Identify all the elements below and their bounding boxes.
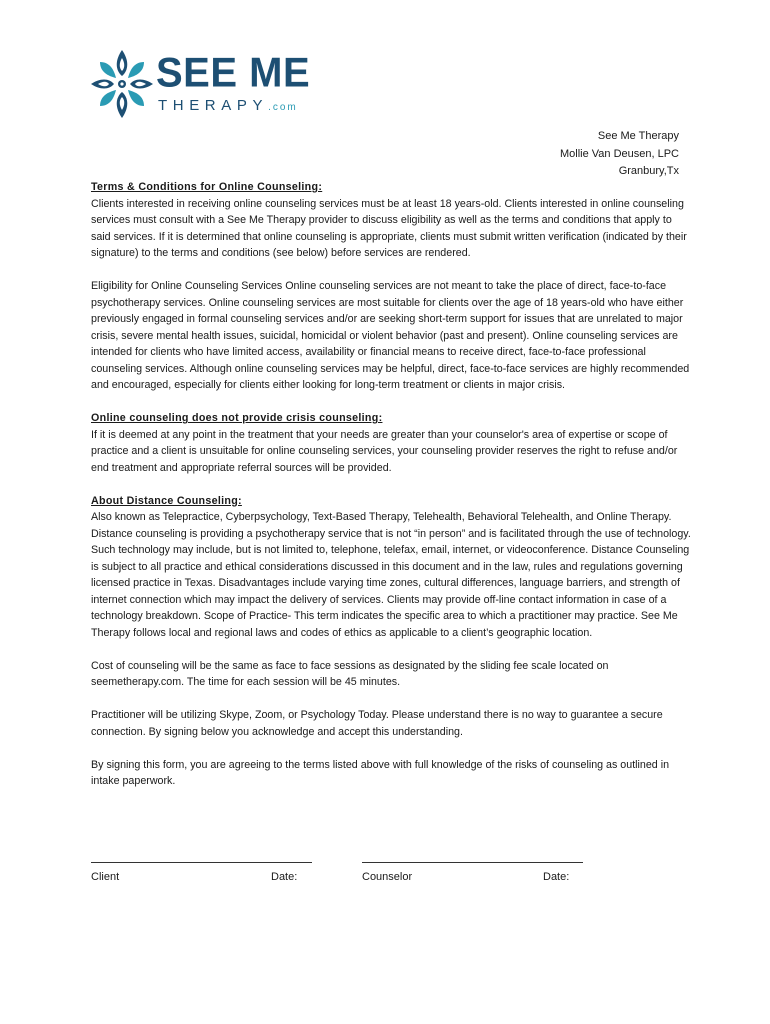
cost-paragraph: Cost of counseling will be the same as face to face sessions as designated by the sliding fee scale located on seemetherapy.com. The time for each session will be 45 minutes.	[91, 659, 609, 688]
client-label: Client	[91, 871, 120, 883]
eligibility-paragraph: Eligibility for Online Counseling Services Online counseling services are not meant to take the place of direct, face-to-face psychotherapy services. Online counseling services are most suitable for clients over the age of 18 years-old who have either previously engaged in formal counseling services and/or are seeking short-term support for issues that are unrelated to major crisis, severe mental health issues, suicidal, homicidal or violent behavior (past and present). Online counseling services are intended for clients who have limited access, availability or financial means to receive direct, face-to-face professional counseling services. Although online counseling services may be helpful, direct, face-to-face services are highly recommended and encouraged, especially for clients either looking for long-term treatment or clients in major crisis.	[91, 280, 690, 391]
client-date-label: Date:	[271, 871, 298, 883]
provider-name: Mollie Van Deusen, LPC	[559, 147, 679, 160]
practice-name: See Me Therapy	[597, 130, 679, 142]
crisis-paragraph: If it is deemed at any point in the treatment that your needs are greater than your counselor's area of expertise or scope of practice and a client is unsuitable for online counseling services, your counseling provider reserves the right to refuse and/or end treatment and appropriate referral sources will be provided.	[91, 428, 678, 474]
practice-location: Granbury,Tx	[618, 165, 679, 177]
spacer	[91, 394, 691, 411]
spacer	[91, 476, 691, 493]
agreement-paragraph: By signing this form, you are agreeing to the terms listed above with full knowledge of the risks of counseling as outlined in intake paperwork.	[91, 758, 670, 787]
document-body	[91, 179, 691, 790]
logo-therapy-text: THERAPY	[158, 97, 269, 114]
crisis-heading: Online counseling does not provide crisis counseling:	[91, 412, 383, 424]
flower-logo-icon	[90, 46, 156, 126]
logo-subtitle	[158, 98, 298, 116]
client-signature-line[interactable]	[91, 848, 312, 863]
terms-paragraph: Clients interested in receiving online counseling services must be at least 18 years-old. Clients interested in online counseling services must consult with a See Me Therapy provider to discuss eligibility as well as the terms and conditions that apply to said services. If it is determined that online counseling is appropriate, clients must submit written verification (indicated by their signature) to the terms and conditions (see below) before services are rendered.	[91, 197, 687, 259]
terms-heading: Terms & Conditions for Online Counseling:	[91, 181, 323, 193]
practitioner-paragraph: Practitioner will be utilizing Skype, Zoom, or Psychology Today. Please understand there is no way to guarantee a secure connection. By signing below you acknowledge and accept this understanding.	[91, 709, 663, 738]
logo-domain: .com	[268, 102, 298, 113]
distance-heading: About Distance Counseling:	[91, 494, 242, 507]
counselor-label: Counselor	[362, 871, 413, 883]
spacer	[91, 740, 691, 757]
distance-paragraph: Also known as Telepractice, Cyberpsychology, Text-Based Therapy, Telehealth, Behavioral Telehealth, and Online Therapy. Distance counseling is providing a psychotherapy service that is not “in person” and is facilitated through the use of technology. Such technology may include, but is not limited to, telephone, telefax, email, internet, or videoconference. Distance Counseling is subject to all practice and ethical considerations discussed in this document and in the law, rules and regulations governing licensed practice in Texas. Disadvantages include varying time zones, cultural differences, language barriers, and strength of internet connection which may impact the delivery of services. Clients may provide off-line contact information in case of a technology breakdown. Scope of Practice- This term indicates the specific area to which a practitioner may practice. See Me Therapy follows local and regional laws and codes of ethics as applicable to a client’s geographic location.	[91, 511, 691, 639]
see-me-therapy-logo	[90, 46, 320, 126]
spacer	[91, 691, 691, 708]
spacer	[91, 641, 691, 658]
counselor-date-label: Date:	[543, 871, 570, 883]
logo-title: SEE ME	[156, 49, 311, 97]
practice-address	[560, 128, 679, 181]
spacer	[91, 262, 691, 279]
counselor-signature-line[interactable]	[362, 848, 583, 863]
